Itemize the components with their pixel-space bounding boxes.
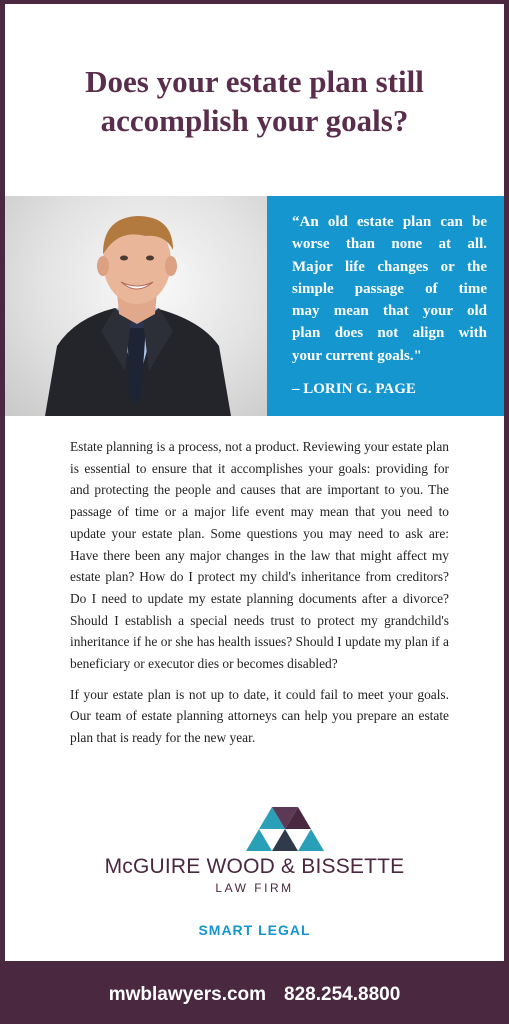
quote-line: worse than none at all. <box>292 236 487 253</box>
website-link[interactable]: mwblawyers.com <box>108 984 267 1005</box>
quote-line: may mean that your old <box>292 303 487 320</box>
headline-line-2: accomplish your goals? <box>100 103 409 138</box>
ad-panel <box>5 4 504 961</box>
quote-text <box>292 211 487 367</box>
quote-line: simple passage of time <box>292 280 487 297</box>
quote-box <box>267 196 504 416</box>
firm-name: McGUIRE WOOD & BISSETTE <box>104 855 405 878</box>
body-paragraph-1: Estate planning is a process, not a product. Reviewing your estate plan is essential to ensure that it accomplishes your goals: providing for and protecting the people and causes that are important to you. The passage of time or a major life event may mean that you need to update your estate plan. Some questions you may need to ask are: Have there been any major changes in the law that might affect my estate plan? How do I protect my child's inheritance from creditors? Do I need to update my estate planning documents after a divorce? Should I establish a special needs trust to protect my grandchild's inheritance if he or she has health issues? Should I update my plan if a beneficiary or executor dies or becomes disabled? <box>70 439 449 672</box>
phone-number[interactable]: 828.254.8800 <box>284 984 401 1005</box>
quote-line: “An old estate plan can be <box>292 214 487 230</box>
portrait-illustration <box>5 196 267 416</box>
tagline: SMART LEGAL <box>198 922 311 938</box>
headline-line-1: Does your estate plan still <box>85 64 424 99</box>
firm-logo <box>5 807 504 917</box>
logo-triangles-icon <box>246 807 324 851</box>
firm-subtitle: LAW FIRM <box>215 881 294 895</box>
body-copy <box>70 436 449 749</box>
footer-bar <box>0 966 509 1024</box>
quote-line: Major life changes or the <box>292 258 487 275</box>
body-paragraph-2: If your estate plan is not up to date, it could fail to meet your goals. Our team of estate planning attorneys can help you prepare an estate plan that is ready for the new year. <box>70 686 449 746</box>
portrait-photo <box>5 196 267 416</box>
quote-line: your current goals." <box>292 347 422 364</box>
quote-line: plan does not align with <box>292 325 487 342</box>
quote-author: – LORIN G. PAGE <box>292 381 416 397</box>
hero-band <box>5 196 504 416</box>
headline <box>5 62 504 140</box>
